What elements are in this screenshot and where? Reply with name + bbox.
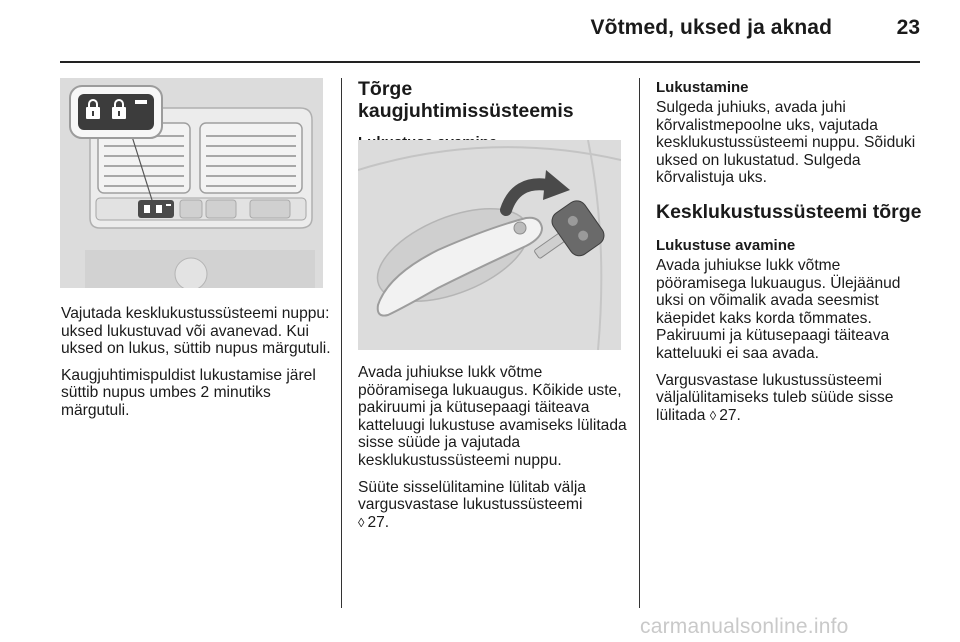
paragraph-text: Vargusvastase lukustussüsteemi väljalülitamiseks tuleb süüde sisse lülitada	[656, 371, 894, 424]
subheading: Lukustamine	[656, 79, 749, 96]
page-reference[interactable]	[358, 514, 630, 532]
paragraph: Avada juhiukse lukk võtme pööramisega lukuaugus. Kõikide uste, pakiruumi ja kütusepaagi täiteava katteluugi lukustuse avamiseks lülitada sisse süüde ja vajutada kesklukustussüsteemi nuppu.	[358, 364, 627, 469]
page-reference[interactable]	[710, 407, 741, 424]
page-reference-icon: ◊	[358, 514, 365, 530]
watermark: carmanualsonline.info	[640, 615, 849, 638]
page-reference-icon: ◊	[709, 407, 717, 423]
right-column	[656, 79, 926, 433]
page-number: 23	[896, 16, 920, 39]
left-column	[61, 305, 331, 429]
paragraph: Vajutada kesklukustussüsteemi nuppu: uksed lukustuvad või avanevad. Kui uksed on lukus, süttib nupus märgutuli.	[61, 305, 331, 358]
section-title: Kesklukustussüsteemi tõrge	[656, 200, 922, 223]
header-divider	[60, 61, 920, 63]
page-reference-number: 27.	[367, 513, 390, 531]
middle-column-text	[358, 364, 630, 540]
paragraph: Avada juhiukse lukk võtme pööramisega lukuaugus. Ülejäänud uksi on võimalik avada seesmist käepidet kaks korda tõmmates. Pakiruumi ja kütusepaagi täiteava katteluuki ei saa avada.	[656, 256, 901, 362]
page-header-title: Võtmed, uksed ja aknad	[590, 16, 832, 39]
paragraph	[656, 372, 926, 425]
paragraph: Süüte sisselülitamine lülitab välja vargusvastase lukustussüsteemi	[358, 478, 586, 514]
central-lock-button-panel-illustration	[60, 78, 323, 288]
paragraph: Sulgeda juhiuks, avada juhi kõrvalistmepoolne uks, vajutada kesklukustussüsteemi nuppu. Sõiduki uksed on lukustatud. Sulgeda kõrvalistuja uks.	[656, 99, 916, 187]
column-divider-left	[341, 78, 342, 608]
column-divider-right	[639, 78, 640, 608]
section-title: Tõrge kaugjuhtimissüsteemis	[358, 78, 574, 122]
page-reference-number: 27.	[719, 406, 741, 424]
paragraph: Kaugjuhtimispuldist lukustamise järel süttib nupus umbes 2 minutiks märgutuli.	[61, 366, 316, 419]
door-handle-key-illustration	[358, 140, 621, 350]
subheading: Lukustuse avamine	[656, 236, 796, 254]
